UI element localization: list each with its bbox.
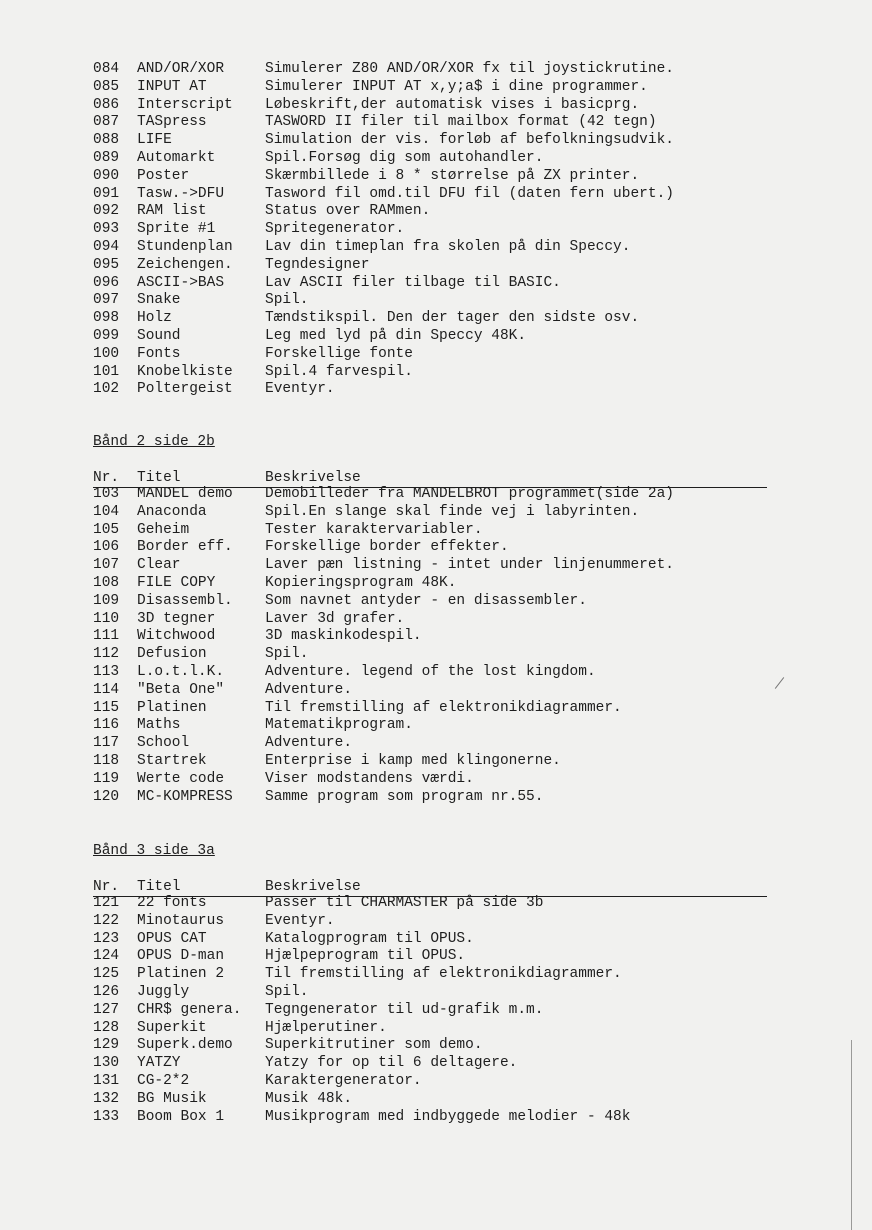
program-title: Superkit [137,1019,207,1036]
program-title: "Beta One" [137,681,225,698]
program-title: Defusion [137,646,207,663]
table-row [93,292,783,310]
program-number: 090 [93,167,120,184]
program-title: OPUS CAT [137,930,207,947]
program-description: Tændstikspil. Den der tager den sidste osv. [265,310,640,327]
program-number: 104 [93,503,120,520]
program-description: Adventure. [265,735,353,752]
program-description: Spritegenerator. [265,221,405,238]
program-number: 122 [93,912,120,929]
program-number: 124 [93,948,120,965]
table-row [93,1037,783,1055]
program-description: Spil.4 farvespil. [265,363,413,380]
program-number: 103 [93,486,120,502]
program-description: Tasword fil omd.til DFU fil (daten fern ubert.) [265,185,674,202]
program-number: 133 [93,1108,120,1125]
program-description: Lav ASCII filer tilbage til BASIC. [265,274,561,291]
table-row [93,364,783,382]
program-description: Superkitrutiner som demo. [265,1037,483,1054]
program-number: 093 [93,221,120,238]
program-description: Hjælperutiner. [265,1019,387,1036]
table-row [93,611,783,629]
program-title: MC-KOMPRESS [137,788,233,805]
program-description: Leg med lyd på din Speccy 48K. [265,327,527,344]
table-row [93,522,783,540]
program-number: 100 [93,345,120,362]
program-title: Stundenplan [137,238,233,255]
program-number: 094 [93,238,120,255]
section-heading-3a: Bånd 3 side 3a [93,843,215,859]
program-description: Lav din timeplan fra skolen på din Speccy. [265,238,631,255]
program-title: TASpress [137,114,207,131]
program-title: Clear [137,557,181,574]
table-row [93,381,783,399]
program-title: 3D tegner [137,610,216,627]
table-row [93,257,783,275]
table-row [93,575,783,593]
program-number: 084 [93,61,120,77]
table-row [93,931,783,949]
program-description: Kopieringsprogram 48K. [265,574,457,591]
program-number: 115 [93,699,120,716]
program-number: 108 [93,574,120,591]
table-row [93,61,783,79]
scan-edge-line [851,1040,852,1230]
program-number: 102 [93,381,120,398]
table-row [93,646,783,664]
program-number: 085 [93,78,120,95]
program-description: Adventure. legend of the lost kingdom. [265,663,596,680]
program-number: 125 [93,966,120,983]
program-number: 114 [93,681,120,698]
program-description: Tegndesigner [265,256,370,273]
program-number: 119 [93,770,120,787]
program-title: Knobelkiste [137,363,233,380]
table-row [93,1020,783,1038]
program-description: Simulerer Z80 AND/OR/XOR fx til joystickrutine. [265,61,674,77]
program-number: 101 [93,363,120,380]
table-row [93,948,783,966]
table-row [93,539,783,557]
table-row [93,557,783,575]
table-row [93,186,783,204]
table-row [93,150,783,168]
program-description: Forskellige fonte [265,345,413,362]
program-description: Spil. [265,983,309,1000]
program-description: Yatzy for op til 6 deltagere. [265,1055,518,1072]
program-description: Til fremstilling af elektronikdiagrammer. [265,966,622,983]
program-title: Anaconda [137,503,207,520]
program-description: Adventure. [265,681,353,698]
program-title: Snake [137,292,181,309]
program-title: Holz [137,310,172,327]
program-list-3a [93,895,783,1126]
program-title: Zeichengen. [137,256,233,273]
table-row [93,239,783,257]
program-number: 089 [93,149,120,166]
table-row [93,1073,783,1091]
program-number: 105 [93,521,120,538]
program-description: TASWORD II filer til mailbox format (42 tegn) [265,114,657,131]
program-description: Spil. [265,292,309,309]
program-title: Juggly [137,983,190,1000]
program-description: Musikprogram med indbyggede melodier - 48k [265,1108,631,1125]
program-title: YATZY [137,1055,181,1072]
program-title: Sound [137,327,181,344]
program-number: 092 [93,203,120,220]
program-description: Eventyr. [265,912,335,929]
table-row [93,275,783,293]
program-description: Skærmbillede i 8 * størrelse på ZX printer. [265,167,640,184]
program-description: Matematikprogram. [265,717,413,734]
program-title: Disassembl. [137,592,233,609]
program-title: Witchwood [137,628,216,645]
program-title: LIFE [137,132,172,149]
program-number: 091 [93,185,120,202]
program-number: 106 [93,539,120,556]
program-title: 22 fonts [137,895,207,911]
program-title: Platinen 2 [137,966,225,983]
program-title: Startrek [137,752,207,769]
program-description: Spil.En slange skal finde vej i labyrinten. [265,503,640,520]
program-number: 129 [93,1037,120,1054]
table-row [93,735,783,753]
program-description: Tegngenerator til ud-grafik m.m. [265,1001,544,1018]
program-description: Passer til CHARMASTER på side 3b [265,895,544,911]
program-number: 098 [93,310,120,327]
table-row [93,132,783,150]
program-description: Status over RAMmen. [265,203,431,220]
table-row [93,682,783,700]
program-number: 123 [93,930,120,947]
table-row [93,966,783,984]
header-titel: Titel [137,879,181,895]
table-row [93,593,783,611]
program-number: 086 [93,96,120,113]
program-title: Superk.demo [137,1037,233,1054]
program-number: 116 [93,717,120,734]
table-row [93,346,783,364]
table-row [93,221,783,239]
program-description: Laver pæn listning - intet under linjenummeret. [265,557,674,574]
table-row [93,913,783,931]
table-row [93,486,783,504]
table-row [93,310,783,328]
program-title: Interscript [137,96,233,113]
table-row [93,114,783,132]
program-title: Minotaurus [137,912,225,929]
program-description: Demobilleder fra MANDELBROT programmet(side 2a) [265,486,674,502]
program-number: 128 [93,1019,120,1036]
program-description: Karaktergenerator. [265,1072,422,1089]
table-row [93,1002,783,1020]
program-title: Boom Box 1 [137,1108,225,1125]
table-row [93,700,783,718]
program-title: BG Musik [137,1090,207,1107]
program-title: Sprite #1 [137,221,216,238]
program-title: Werte code [137,770,225,787]
table-row [93,628,783,646]
table-row [93,203,783,221]
table-row [93,1091,783,1109]
program-number: 088 [93,132,120,149]
program-number: 097 [93,292,120,309]
program-title: FILE COPY [137,574,216,591]
program-number: 087 [93,114,120,131]
program-description: Hjælpeprogram til OPUS. [265,948,466,965]
program-description: Katalogprogram til OPUS. [265,930,474,947]
program-title: Poltergeist [137,381,233,398]
program-number: 110 [93,610,120,627]
program-description: Forskellige border effekter. [265,539,509,556]
table-row [93,328,783,346]
program-description: Spil. [265,646,309,663]
program-number: 132 [93,1090,120,1107]
table-row [93,895,783,913]
program-number: 113 [93,663,120,680]
program-number: 130 [93,1055,120,1072]
header-beskrivelse: Beskrivelse [265,470,361,486]
program-title: L.o.t.l.K. [137,663,225,680]
program-number: 118 [93,752,120,769]
program-description: Løbeskrift,der automatisk vises i basicprg. [265,96,640,113]
program-title: Border eff. [137,539,233,556]
program-title: INPUT AT [137,78,207,95]
program-number: 121 [93,895,120,911]
program-title: Poster [137,167,190,184]
program-description: Eventyr. [265,381,335,398]
program-description: Simulation der vis. forløb af befolkningsudvik. [265,132,674,149]
header-beskrivelse: Beskrivelse [265,879,361,895]
table-row [93,97,783,115]
table-row [93,664,783,682]
program-description: Til fremstilling af elektronikdiagrammer. [265,699,622,716]
header-titel: Titel [137,470,181,486]
program-title: OPUS D-man [137,948,225,965]
program-number: 095 [93,256,120,273]
program-description: Samme program som program nr.55. [265,788,544,805]
header-nr: Nr. [93,470,120,486]
program-title: Maths [137,717,181,734]
program-list-2b [93,486,783,806]
table-row [93,79,783,97]
table-row [93,1109,783,1127]
table-row [93,789,783,807]
program-title: RAM list [137,203,207,220]
program-title: Tasw.->DFU [137,185,225,202]
program-list-continued [93,61,783,399]
table-row [93,717,783,735]
table-row [93,504,783,522]
program-number: 099 [93,327,120,344]
program-description: Musik 48k. [265,1090,353,1107]
program-number: 117 [93,735,120,752]
program-description: Simulerer INPUT AT x,y;a$ i dine programmer. [265,78,648,95]
program-number: 126 [93,983,120,1000]
section-heading-2b: Bånd 2 side 2b [93,434,215,450]
program-title: CHR$ genera. [137,1001,242,1018]
program-title: Fonts [137,345,181,362]
table-row [93,168,783,186]
program-title: ASCII->BAS [137,274,225,291]
program-description: Viser modstandens værdi. [265,770,474,787]
program-title: Automarkt [137,149,216,166]
program-description: Spil.Forsøg dig som autohandler. [265,149,544,166]
table-row [93,1055,783,1073]
program-description: Tester karaktervariabler. [265,521,483,538]
program-title: AND/OR/XOR [137,61,225,77]
table-row [93,753,783,771]
program-number: 112 [93,646,120,663]
table-row [93,984,783,1002]
program-number: 111 [93,628,120,645]
program-title: MANDEL demo [137,486,233,502]
program-number: 131 [93,1072,120,1089]
program-number: 127 [93,1001,120,1018]
table-row [93,771,783,789]
program-description: Enterprise i kamp med klingonerne. [265,752,561,769]
program-title: School [137,735,190,752]
program-description: 3D maskinkodespil. [265,628,422,645]
program-number: 107 [93,557,120,574]
program-number: 096 [93,274,120,291]
program-title: Geheim [137,521,190,538]
program-description: Som navnet antyder - en disassembler. [265,592,587,609]
program-description: Laver 3d grafer. [265,610,405,627]
program-title: CG-2*2 [137,1072,190,1089]
program-number: 109 [93,592,120,609]
program-title: Platinen [137,699,207,716]
program-number: 120 [93,788,120,805]
header-nr: Nr. [93,879,120,895]
